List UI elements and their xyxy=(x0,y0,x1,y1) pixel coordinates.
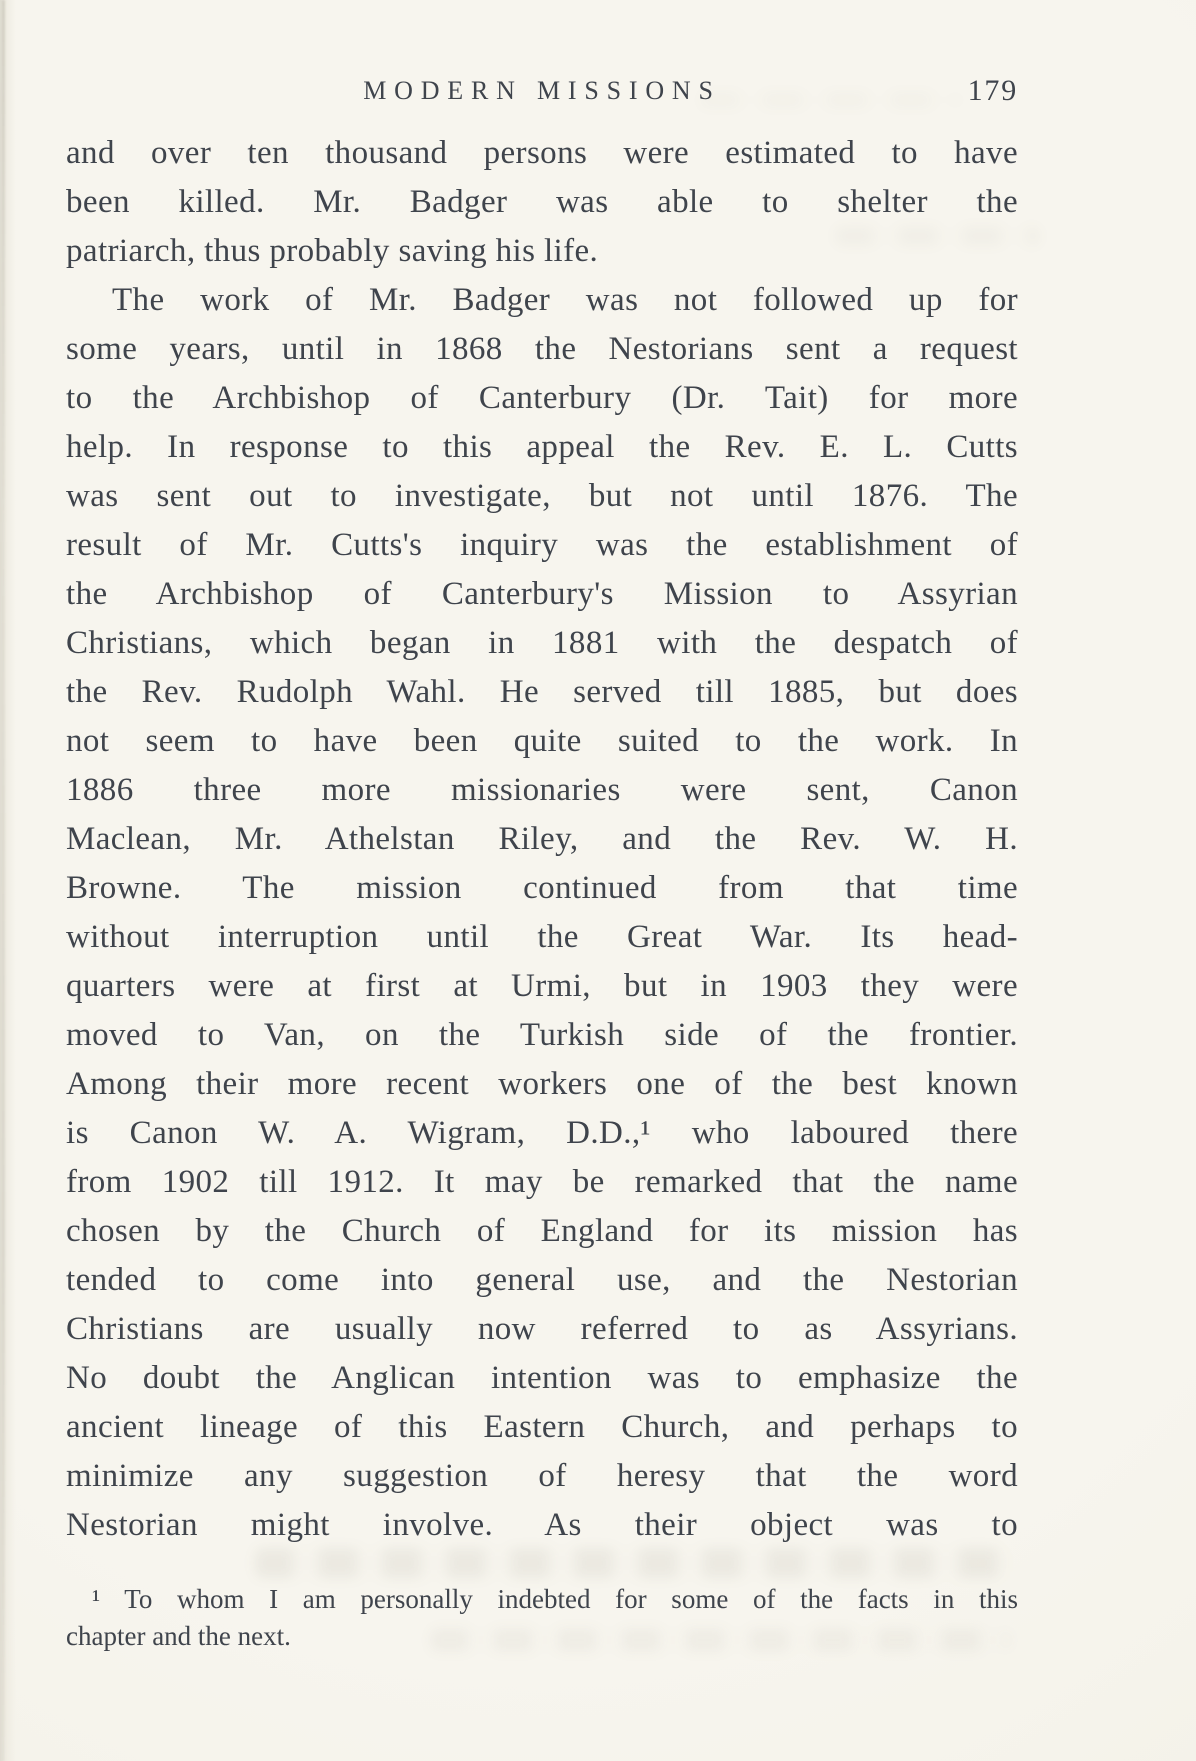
bleed-through-artifact xyxy=(255,1548,1010,1578)
body-line: from 1902 till 1912. It may be remarked that the name xyxy=(66,1164,1018,1200)
body-text xyxy=(66,129,1018,1550)
body-line: Christians, which began in 1881 with the despatch of xyxy=(66,625,1018,661)
running-head xyxy=(66,76,1018,116)
body-line: ancient lineage of this Eastern Church, and perhaps to xyxy=(66,1409,1018,1445)
body-line: Among their more recent workers one of the best known xyxy=(66,1066,1018,1102)
body-line: not seem to have been quite suited to the work. In xyxy=(66,723,1018,759)
footnote-line: ¹ To whom I am personally indebted for some of the facts in this xyxy=(92,1584,1018,1614)
body-line: the Rev. Rudolph Wahl. He served till 1885, but does xyxy=(66,674,1018,710)
body-line: chosen by the Church of England for its mission has xyxy=(66,1213,1018,1249)
page-number: 179 xyxy=(967,74,1018,107)
body-line: result of Mr. Cutts's inquiry was the establishment of xyxy=(66,527,1018,563)
footnote-line: chapter and the next. xyxy=(66,1621,291,1651)
body-line: been killed. Mr. Badger was able to shelter the xyxy=(66,184,1018,220)
page-edge-shadow xyxy=(2,0,5,1761)
body-line: tended to come into general use, and the Nestorian xyxy=(66,1262,1018,1298)
body-line: No doubt the Anglican intention was to emphasize the xyxy=(66,1360,1018,1396)
body-line: The work of Mr. Badger was not followed up for xyxy=(112,282,1018,318)
body-line: was sent out to investigate, but not until 1876. The xyxy=(66,478,1018,514)
body-line: to the Archbishop of Canterbury (Dr. Tait) for more xyxy=(66,380,1018,416)
body-line: the Archbishop of Canterbury's Mission to Assyrian xyxy=(66,576,1018,612)
body-line: and over ten thousand persons were estimated to have xyxy=(66,135,1018,171)
body-line: without interruption until the Great War. Its head- xyxy=(66,919,1018,955)
body-line: minimize any suggestion of heresy that the word xyxy=(66,1458,1018,1494)
body-line: Browne. The mission continued from that time xyxy=(66,870,1018,906)
body-line: patriarch, thus probably saving his life. xyxy=(66,233,599,269)
body-line: is Canon W. A. Wigram, D.D.,¹ who laboured there xyxy=(66,1115,1018,1151)
body-line: quarters were at first at Urmi, but in 1903 they were xyxy=(66,968,1018,1004)
running-title: MODERN MISSIONS xyxy=(363,76,721,105)
body-line: help. In response to this appeal the Rev. E. L. Cutts xyxy=(66,429,1018,465)
body-line: Nestorian might involve. As their object was to xyxy=(66,1507,1018,1543)
body-line: 1886 three more missionaries were sent, Canon xyxy=(66,772,1018,808)
body-line: some years, until in 1868 the Nestorians sent a request xyxy=(66,331,1018,367)
body-line: moved to Van, on the Turkish side of the frontier. xyxy=(66,1017,1018,1053)
body-line: Christians are usually now referred to as Assyrians. xyxy=(66,1311,1018,1347)
body-line: Maclean, Mr. Athelstan Riley, and the Rev. W. H. xyxy=(66,821,1018,857)
footnote xyxy=(66,1581,1018,1655)
